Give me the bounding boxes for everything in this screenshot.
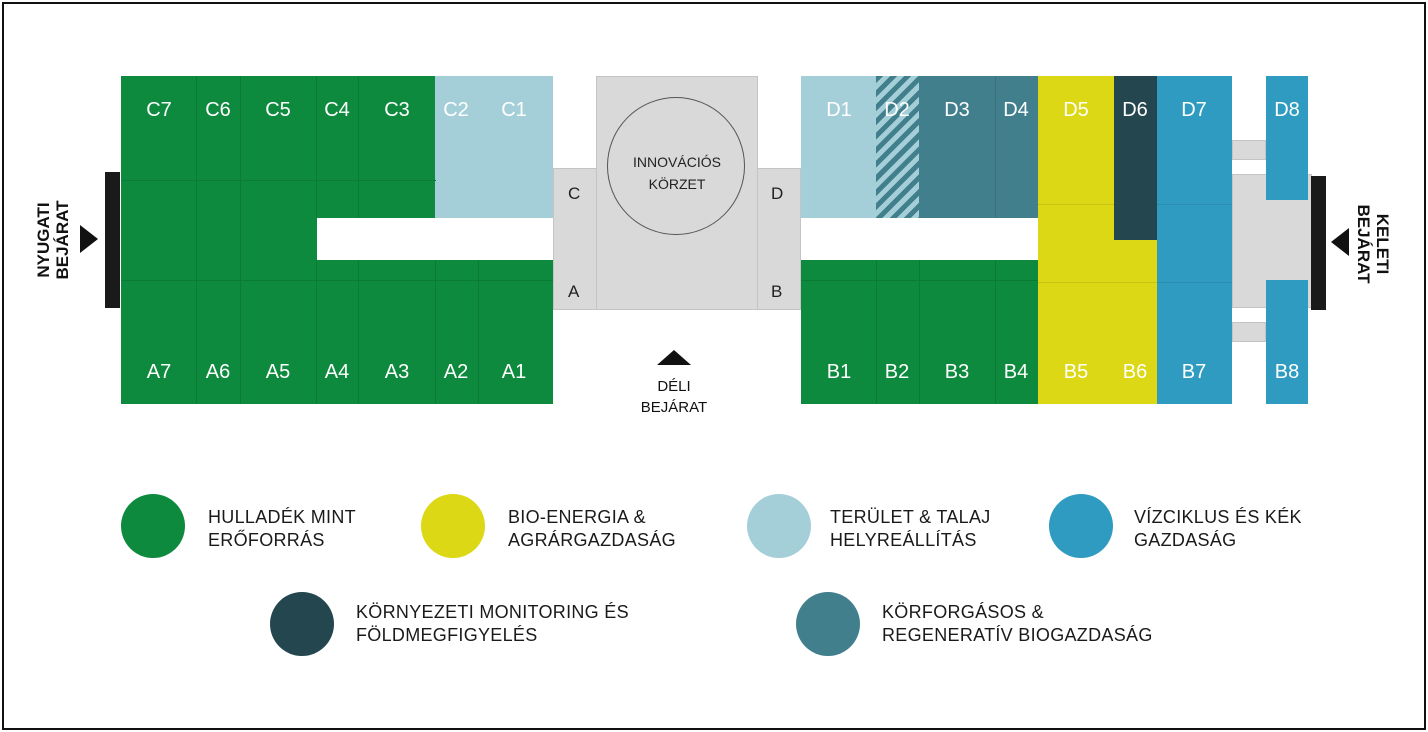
east-bridge-bottom — [1232, 322, 1266, 342]
legend-label-blue: VÍZCIKLUS ÉS KÉK GAZDASÁG — [1134, 507, 1302, 550]
hall-label-c4: C4 — [324, 99, 350, 121]
hall-label-b5: B5 — [1063, 361, 1089, 383]
hall-label-c3: C3 — [384, 99, 410, 121]
hall-block-d1[interactable] — [801, 76, 876, 218]
hall-label-a6: A6 — [205, 361, 231, 383]
hall-label-d5: D5 — [1063, 99, 1089, 121]
hall-label-a1: A1 — [501, 361, 527, 383]
divider — [358, 76, 359, 218]
west-entrance-label: NYUGATI BEJÁRAT — [34, 200, 72, 280]
center-letter-d: D — [771, 184, 784, 203]
divider — [240, 76, 241, 404]
hall-label-b3: B3 — [944, 361, 970, 383]
hall-label-b4: B4 — [1003, 361, 1029, 383]
divider — [121, 180, 436, 181]
center-letter-c: C — [568, 184, 581, 203]
hall-label-c7: C7 — [146, 99, 172, 121]
hall-block-d3[interactable] — [919, 76, 995, 218]
innovation-label-1: INNOVÁCIÓS — [633, 154, 721, 170]
divider — [196, 76, 197, 404]
east-entrance-arrow-icon — [1331, 228, 1349, 256]
hall-block-b8[interactable] — [1266, 280, 1308, 404]
hall-block-d4[interactable] — [995, 76, 1038, 218]
west-entrance-bar — [105, 172, 120, 308]
hall-label-c5: C5 — [265, 99, 291, 121]
divider — [1157, 204, 1232, 205]
divider — [801, 280, 1038, 281]
divider — [121, 280, 553, 281]
divider — [1157, 282, 1232, 283]
legend-label-yellow: BIO-ENERGIA & AGRÁRGAZDASÁG — [508, 507, 676, 550]
hall-label-c2: C2 — [443, 99, 469, 121]
legend-dot-green — [121, 494, 185, 558]
innovation-label-2: KÖRZET — [648, 176, 706, 192]
south-entrance-label-1: DÉLI — [657, 378, 691, 395]
legend-dot-light-blue — [747, 494, 811, 558]
hall-label-d8: D8 — [1274, 99, 1300, 121]
hall-block-d7-b7[interactable] — [1157, 76, 1232, 404]
hall-label-b8: B8 — [1274, 361, 1300, 383]
divider — [1038, 282, 1157, 283]
hall-label-d4: D4 — [1003, 99, 1029, 121]
hall-label-d6: D6 — [1122, 99, 1148, 121]
hall-label-b2: B2 — [884, 361, 910, 383]
hall-label-a2: A2 — [443, 361, 469, 383]
hall-block-west-connector — [121, 218, 317, 260]
legend-label-light-blue: TERÜLET & TALAJ HELYREÁLLÍTÁS — [830, 507, 991, 550]
hall-label-a5: A5 — [265, 361, 291, 383]
center-letter-a: A — [568, 282, 580, 301]
hall-label-d2: D2 — [884, 99, 910, 121]
hall-block-d8[interactable] — [1266, 76, 1308, 200]
hall-label-d1: D1 — [826, 99, 852, 121]
west-entrance-arrow-icon — [80, 225, 98, 253]
center-letter-b: B — [771, 282, 783, 301]
south-entrance-arrow-icon — [657, 350, 691, 365]
hall-label-a4: A4 — [324, 361, 350, 383]
hall-label-c6: C6 — [205, 99, 231, 121]
legend-dot-teal — [796, 592, 860, 656]
hall-label-d7: D7 — [1181, 99, 1207, 121]
divider — [1038, 204, 1114, 205]
east-entrance-label: KELETI BEJÁRAT — [1354, 204, 1392, 284]
hall-block-d2[interactable] — [876, 76, 919, 218]
hall-block-c1[interactable] — [478, 76, 553, 218]
hall-label-c1: C1 — [501, 99, 527, 121]
hall-block-d5-b5[interactable] — [1038, 76, 1114, 404]
legend-label-dark-teal: KÖRNYEZETI MONITORING ÉS FÖLDMEGFIGYELÉS — [356, 602, 629, 645]
hall-block-c7-c3-green[interactable] — [121, 76, 436, 218]
hall-label-d3: D3 — [944, 99, 970, 121]
legend-dot-yellow — [421, 494, 485, 558]
hall-label-a7: A7 — [146, 361, 172, 383]
east-bridge-top — [1232, 140, 1266, 160]
hall-label-a3: A3 — [384, 361, 410, 383]
divider — [316, 76, 317, 218]
hall-label-b6: B6 — [1122, 361, 1148, 383]
legend-dot-blue — [1049, 494, 1113, 558]
hall-label-b7: B7 — [1181, 361, 1207, 383]
legend-dot-dark-teal — [270, 592, 334, 656]
hall-block-c2[interactable] — [435, 76, 478, 218]
east-entrance-bar — [1311, 176, 1326, 310]
hall-label-b1: B1 — [826, 361, 852, 383]
south-entrance-label-2: BEJÁRAT — [640, 399, 708, 416]
legend-label-green: HULLADÉK MINT ERŐFORRÁS — [208, 507, 356, 550]
legend-label-teal: KÖRFORGÁSOS & REGENERATÍV BIOGAZDASÁG — [882, 602, 1153, 645]
